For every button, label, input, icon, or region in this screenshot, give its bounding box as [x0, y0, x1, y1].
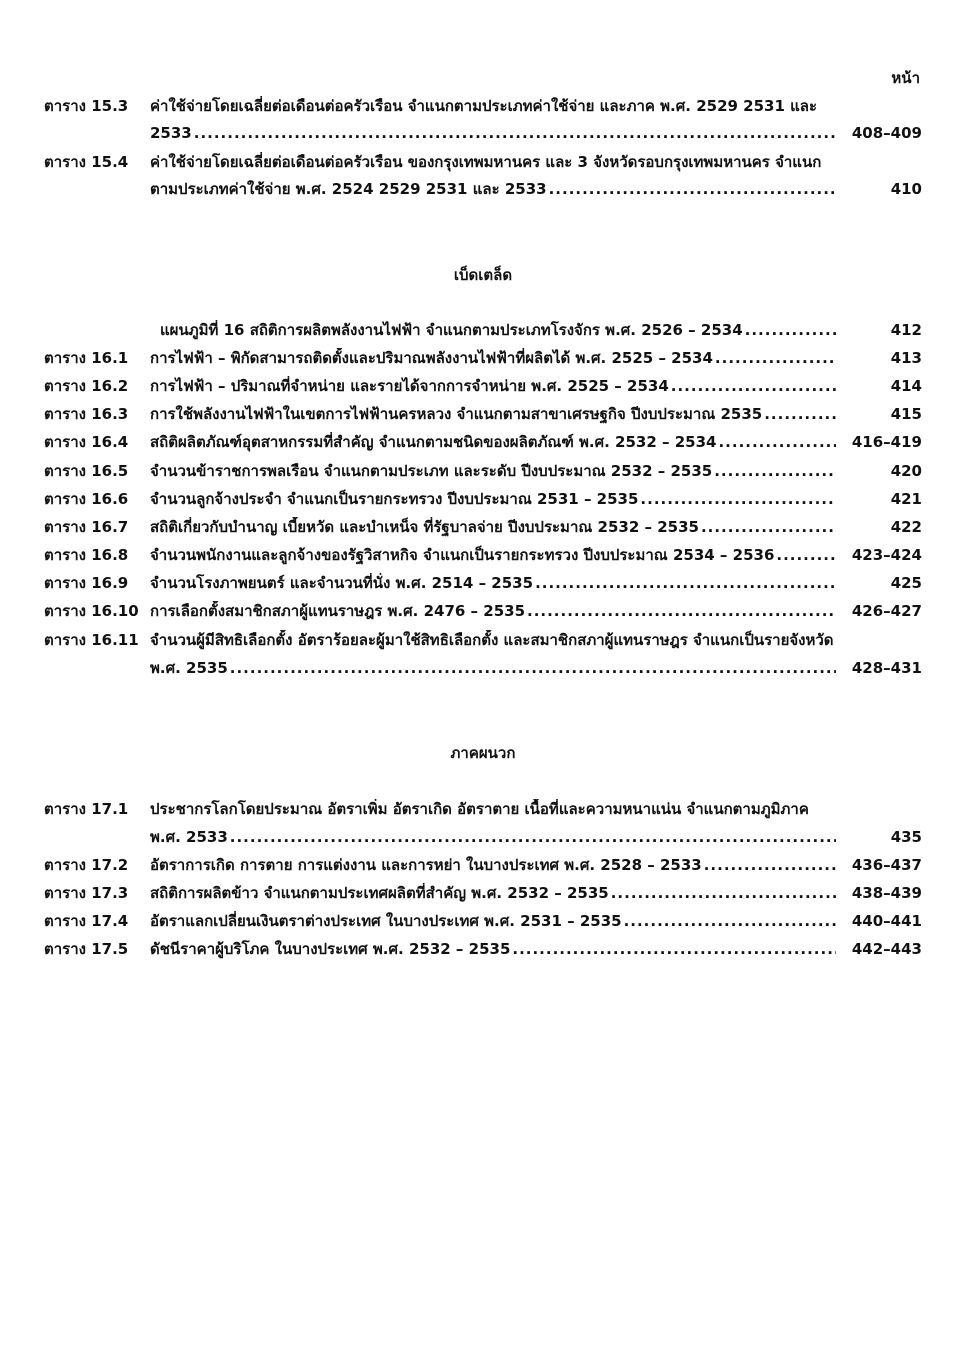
page-number: 422	[890, 518, 922, 536]
dot-leader	[669, 376, 836, 396]
toc-entry	[44, 911, 922, 933]
dot-leader	[774, 545, 836, 565]
entry-title-line1: ค่าใช้จ่ายโดยเฉลี่ยต่อเดือนต่อครัวเรือน ของกรุงเทพมหานคร และ 3 จังหวัดรอบกรุงเทพมหานคร จำแนก	[150, 153, 822, 171]
toc-entry	[44, 320, 922, 342]
dot-leader	[228, 827, 836, 847]
table-code: ตาราง 16.7	[44, 518, 129, 536]
dot-leader	[228, 658, 836, 678]
dot-leader	[743, 320, 836, 340]
toc-entry	[44, 573, 922, 595]
entry-title: จำนวนข้าราชการพลเรือน จำแนกตามประเภท และระดับ ปีงบประมาณ 2532 – 2535	[150, 462, 713, 480]
table-code: ตาราง 16.8	[44, 546, 129, 564]
toc-entry	[44, 348, 922, 370]
page-number: 442–443	[851, 940, 922, 958]
toc-entry	[44, 517, 922, 539]
table-code: ตาราง 15.4	[44, 153, 129, 171]
entry-title-line2: ตามประเภทค่าใช้จ่าย พ.ศ. 2524 2529 2531 และ 2533	[150, 180, 547, 198]
section-heading: ภาคผนวก	[450, 744, 516, 762]
entry-title: สถิติการผลิตข้าว จำแนกตามประเทศผลิตที่สำคัญ พ.ศ. 2532 – 2535	[150, 884, 609, 902]
toc-entry	[44, 461, 922, 483]
entry-title: จำนวนพนักงานและลูกจ้างของรัฐวิสาหกิจ จำแนกเป็นรายกระทรวง ปีงบประมาณ 2534 – 2536	[150, 546, 775, 564]
entry-title: การใช้พลังงานไฟฟ้าในเขตการไฟฟ้านครหลวง จำแนกตามสาขาเศรษฐกิจ ปีงบประมาณ 2535	[150, 405, 763, 423]
entry-title: การเลือกตั้งสมาชิกสภาผู้แทนราษฎร พ.ศ. 2476 – 2535	[150, 602, 526, 620]
dot-leader	[713, 348, 836, 368]
page-number: 414	[890, 377, 922, 395]
entry-title: สถิติเกี่ยวกับบำนาญ เบี้ยหวัด และบำเหน็จ ที่รัฐบาลจ่าย ปีงบประมาณ 2532 – 2535	[150, 518, 699, 536]
table-code: ตาราง 16.6	[44, 490, 129, 508]
page-number: 420	[890, 462, 922, 480]
dot-leader	[525, 601, 836, 621]
page-number: 423–424	[851, 546, 922, 564]
page-number: 416–419	[851, 433, 922, 451]
page-number: 415	[890, 405, 922, 423]
dot-leader	[702, 855, 836, 875]
table-code: ตาราง 16.1	[44, 349, 129, 367]
entry-title: ดัชนีราคาผู้บริโภค ในบางประเทศ พ.ศ. 2532 – 2535	[150, 940, 511, 958]
dot-leader	[699, 517, 836, 537]
dot-leader	[547, 179, 836, 199]
toc-entry	[44, 601, 922, 623]
page-number: 413	[890, 349, 922, 367]
entry-title-line1: ประชากรโลกโดยประมาณ อัตราเพิ่ม อัตราเกิด อัตราตาย เนื้อที่และความหนาแน่น จำแนกตามภูมิภาค	[150, 800, 809, 818]
table-code: ตาราง 16.11	[44, 631, 139, 649]
entry-title-line2: พ.ศ. 2535	[150, 659, 228, 677]
toc-entry	[44, 376, 922, 398]
entry-title: จำนวนโรงภาพยนตร์ และจำนวนที่นั่ง พ.ศ. 2514 – 2535	[150, 574, 534, 592]
toc-entry	[44, 883, 922, 905]
entry-title: การไฟฟ้า – ปริมาณที่จำหน่าย และรายได้จากการจำหน่าย พ.ศ. 2525 – 2534	[150, 377, 669, 395]
toc-entry	[44, 96, 922, 140]
table-code: ตาราง 16.5	[44, 462, 129, 480]
table-code: ตาราง 17.3	[44, 884, 129, 902]
dot-leader	[622, 911, 836, 931]
page-number: 436–437	[851, 856, 922, 874]
table-code: ตาราง 17.5	[44, 940, 129, 958]
entry-title: อัตราการเกิด การตาย การแต่งงาน และการหย่า ในบางประเทศ พ.ศ. 2528 – 2533	[150, 856, 702, 874]
table-code: ตาราง 17.1	[44, 800, 129, 818]
entry-title-line1: ค่าใช้จ่ายโดยเฉลี่ยต่อเดือนต่อครัวเรือน จำแนกตามประเภทค่าใช้จ่าย และภาค พ.ศ. 2529 2531 และ	[150, 97, 818, 115]
page-number: 425	[890, 574, 922, 592]
entry-title-line1: จำนวนผู้มีสิทธิเลือกตั้ง อัตราร้อยละผู้มาใช้สิทธิเลือกตั้ง และสมาชิกสภาผู้แทนราษฎร จำแนกเป็นรายจังหวัด	[150, 631, 834, 649]
dot-leader	[712, 461, 836, 481]
toc-entry	[44, 939, 922, 961]
dot-leader	[762, 404, 836, 424]
page-column-label: หน้า	[891, 69, 920, 87]
dot-leader	[192, 123, 836, 143]
toc-entry	[44, 630, 922, 678]
entry-title: การไฟฟ้า – พิกัดสามารถติดตั้งและปริมาณพลังงานไฟฟ้าที่ผลิตได้ พ.ศ. 2525 – 2534	[150, 349, 713, 367]
table-code: ตาราง 16.2	[44, 377, 129, 395]
table-code: ตาราง 17.2	[44, 856, 129, 874]
table-code: ตาราง 16.10	[44, 602, 139, 620]
table-code: ตาราง 16.3	[44, 405, 129, 423]
toc-entry	[44, 432, 922, 454]
page-number: 438–439	[851, 884, 922, 902]
section-heading: เบ็ดเตล็ด	[453, 266, 513, 284]
entry-title: แผนภูมิที่ 16 สถิติการผลิตพลังงานไฟฟ้า จำแนกตามประเภทโรงจักร พ.ศ. 2526 – 2534	[160, 321, 743, 339]
toc-entry	[44, 404, 922, 426]
entry-title-line2: พ.ศ. 2533	[150, 828, 228, 846]
entry-title-line2: 2533	[150, 124, 192, 142]
toc-entry	[44, 799, 922, 847]
dot-leader	[716, 432, 836, 452]
page-number: 435	[890, 828, 922, 846]
table-code: ตาราง 15.3	[44, 97, 129, 115]
page-number: 440–441	[851, 912, 922, 930]
page-number: 408–409	[851, 124, 922, 142]
toc-entry	[44, 152, 922, 196]
entry-title: อัตราแลกเปลี่ยนเงินตราต่างประเทศ ในบางประเทศ พ.ศ. 2531 – 2535	[150, 912, 622, 930]
page-number: 426–427	[851, 602, 922, 620]
table-code: ตาราง 16.4	[44, 433, 129, 451]
entry-title: จำนวนลูกจ้างประจำ จำแนกเป็นรายกระทรวง ปีงบประมาณ 2531 – 2535	[150, 490, 639, 508]
toc-entry	[44, 545, 922, 567]
dot-leader	[609, 883, 836, 903]
page-number: 412	[890, 321, 922, 339]
dot-leader	[533, 573, 836, 593]
toc-entry	[44, 489, 922, 511]
page-number: 428–431	[851, 659, 922, 677]
dot-leader	[510, 939, 836, 959]
entry-title: สถิติผลิตภัณฑ์อุตสาหกรรมที่สำคัญ จำแนกตามชนิดของผลิตภัณฑ์ พ.ศ. 2532 – 2534	[150, 433, 717, 451]
table-code: ตาราง 16.9	[44, 574, 129, 592]
toc-entry	[44, 855, 922, 877]
page-number: 421	[890, 490, 922, 508]
page-number: 410	[890, 180, 922, 198]
dot-leader	[638, 489, 836, 509]
table-code: ตาราง 17.4	[44, 912, 129, 930]
